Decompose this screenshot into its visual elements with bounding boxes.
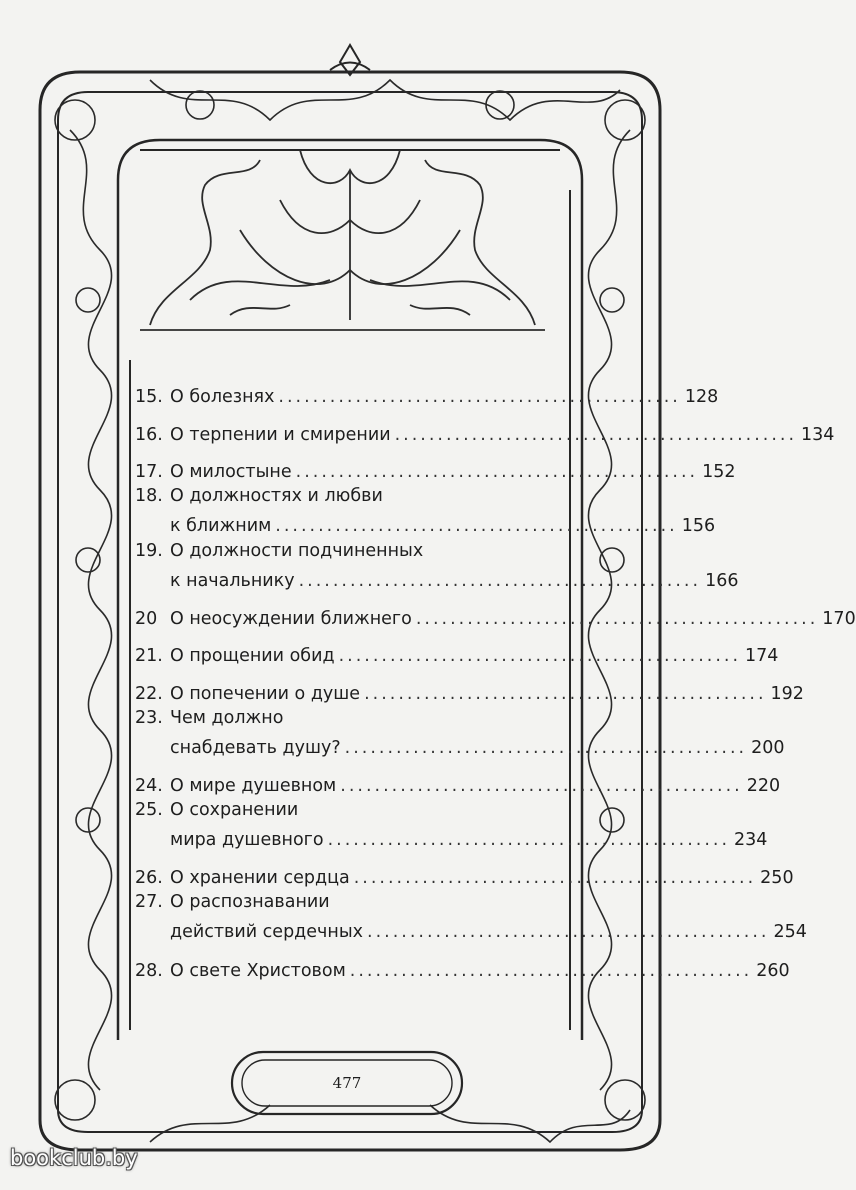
table-of-contents: [135, 372, 856, 983]
leader-dots: ...............................................: [275, 515, 678, 536]
entry-page: 134: [801, 424, 835, 445]
leader-dots: ...............................................: [415, 609, 819, 630]
entry-title-cont: к ближним: [170, 515, 272, 536]
entry-page: 220: [746, 776, 781, 797]
entry-page: 254: [773, 922, 807, 943]
entry-title-cont: мира душевного: [170, 830, 324, 851]
entry-number: 20: [135, 609, 158, 630]
entry-title: О сохранении: [170, 800, 299, 821]
leader-dots: ...............................................: [344, 737, 748, 758]
leader-dots: ...............................................: [394, 424, 798, 445]
entry-title: О терпении и смирении: [170, 424, 391, 445]
entry-title: Чем должно: [170, 707, 284, 728]
entry-page: 260: [756, 960, 790, 981]
entry-number: 27.: [135, 892, 163, 913]
entry-title: О свете Христовом: [170, 960, 346, 981]
toc-entry[interactable]: [135, 594, 856, 631]
toc-entry[interactable]: [135, 668, 804, 705]
entry-page: 174: [745, 646, 779, 667]
entry-title: О распознавании: [170, 892, 330, 913]
entry-title: О болезнях: [170, 387, 275, 408]
leader-dots: ...............................................: [367, 922, 770, 943]
entry-title-cont: действий сердечных: [170, 922, 363, 943]
toc-entry[interactable]: [135, 798, 768, 853]
leader-dots: ...............................................: [340, 776, 743, 797]
entry-page: 192: [770, 683, 804, 704]
toc-entry[interactable]: [135, 447, 736, 484]
leader-dots: ...............................................: [298, 570, 702, 591]
entry-number: 23.: [135, 707, 163, 728]
entry-title: О милостыне: [170, 461, 292, 482]
toc-entry[interactable]: [135, 631, 779, 668]
entry-title: О должности подчиненных: [170, 540, 424, 561]
entry-title: О мире душевном: [170, 776, 337, 797]
page-number: 477: [332, 1074, 362, 1092]
leader-dots: ...............................................: [327, 830, 731, 851]
leader-dots: ...............................................: [338, 646, 742, 667]
entry-number: 21.: [135, 646, 163, 667]
entry-page: 170: [822, 609, 856, 630]
entry-title-cont: снабдевать душу?: [170, 737, 341, 758]
entry-number: 22.: [135, 683, 163, 704]
entry-number: 28.: [135, 960, 163, 981]
toc-entry[interactable]: [135, 761, 781, 798]
entry-title: О неосуждении ближнего: [170, 609, 412, 630]
leader-dots: ...............................................: [349, 960, 753, 981]
entry-page: 234: [734, 830, 768, 851]
toc-entry[interactable]: [135, 539, 739, 594]
leader-dots: ...............................................: [364, 683, 767, 704]
entry-title: О хранении сердца: [170, 868, 350, 889]
watermark-text: bookclub.by: [10, 1146, 138, 1170]
entry-number: 26.: [135, 868, 163, 889]
toc-entry[interactable]: [135, 945, 790, 982]
entry-number: 19.: [135, 540, 163, 561]
toc-entry[interactable]: [135, 484, 716, 539]
entry-page: 152: [702, 461, 736, 482]
leader-dots: ...............................................: [353, 868, 757, 889]
toc-entry[interactable]: [135, 706, 785, 761]
toc-entry[interactable]: [135, 853, 794, 890]
entry-number: 15.: [135, 387, 163, 408]
entry-page: 166: [705, 570, 739, 591]
entry-title: О попечении о душе: [170, 683, 361, 704]
entry-number: 16.: [135, 424, 163, 445]
entry-number: 17.: [135, 461, 163, 482]
toc-entry[interactable]: [135, 890, 807, 945]
leader-dots: ...............................................: [295, 461, 699, 482]
entry-page: 156: [681, 515, 716, 536]
entry-page: 200: [751, 737, 785, 758]
toc-entry[interactable]: [135, 372, 719, 409]
entry-number: 25.: [135, 800, 163, 821]
entry-page: 128: [684, 387, 719, 408]
entry-title: О прощении обид: [170, 646, 335, 667]
entry-title: О должностях и любви: [170, 485, 383, 506]
entry-title-cont: к начальнику: [170, 570, 295, 591]
entry-number: 18.: [135, 485, 163, 506]
entry-number: 24.: [135, 776, 163, 797]
entry-page: 250: [760, 868, 794, 889]
leader-dots: ...............................................: [278, 387, 681, 408]
toc-entry[interactable]: [135, 409, 835, 446]
